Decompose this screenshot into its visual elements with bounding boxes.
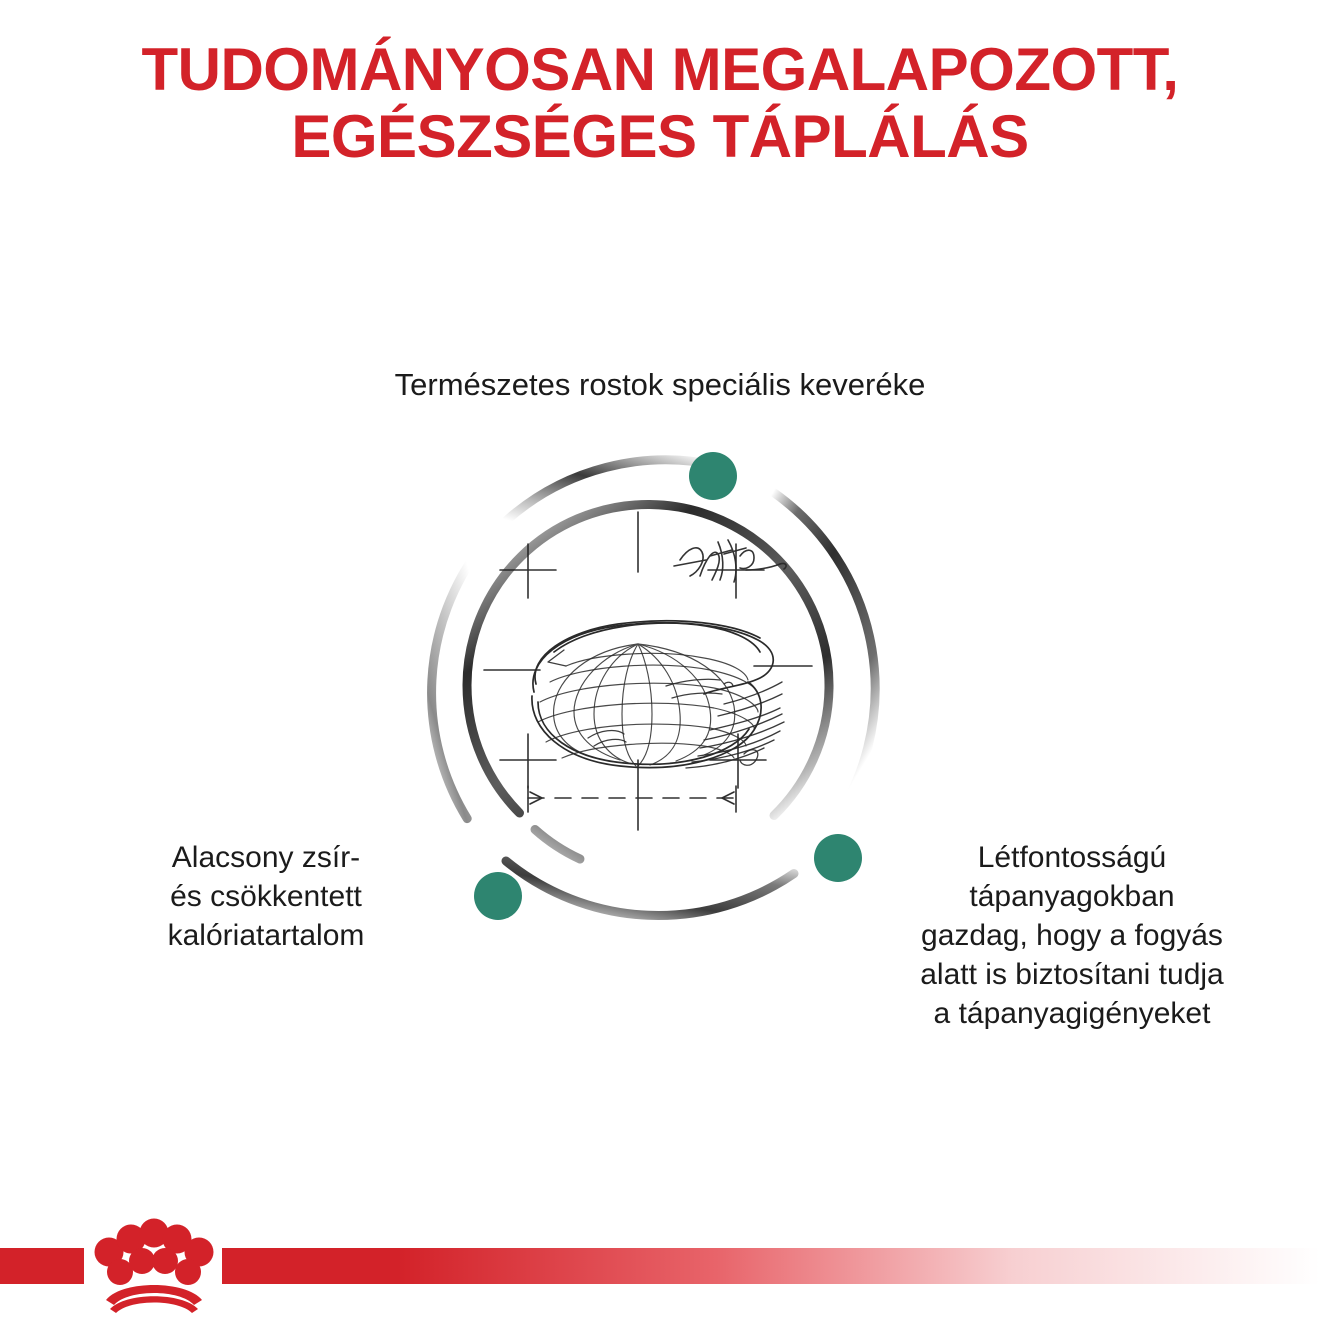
page-title-line-1: TUDOMÁNYOSAN MEGALAPOZOTT, <box>141 36 1179 103</box>
outer-ring-arcs <box>432 460 876 916</box>
kibble-latitudes <box>538 653 758 758</box>
kibble-longitudes <box>554 644 735 766</box>
crown-icon <box>95 1219 214 1314</box>
footer <box>0 1196 1320 1320</box>
kibble-sketch <box>484 512 812 830</box>
caption-left-line-1: Alacsony zsír- <box>171 841 361 874</box>
diagram-caption-top: Természetes rostok speciális keveréke <box>394 367 926 402</box>
royal-canin-crown-logo <box>84 1206 224 1314</box>
kibble-shading <box>686 682 784 768</box>
page-title <box>0 36 1320 170</box>
page-title-line-2: EGÉSZSÉGES TÁPLÁLÁS <box>291 103 1029 171</box>
caption-left-line-3: kalóriatartalom <box>167 919 365 952</box>
diagram-caption-right <box>862 838 1282 1033</box>
caption-right-line-2: tápanyagokban <box>969 880 1175 913</box>
caption-right-line-3: gazdag, hogy a fogyás <box>921 919 1223 952</box>
caption-right-line-4: alatt is biztosítani tudja <box>920 958 1224 991</box>
footer-bar-right <box>222 1248 1320 1284</box>
sketch-guides <box>484 512 812 830</box>
footer-bar-left <box>0 1248 84 1284</box>
marker-bottom-left-dot <box>474 872 522 920</box>
caption-left-line-2: és csökkentett <box>170 880 362 913</box>
kibble-diagram <box>388 430 908 950</box>
marker-bottom-right-dot <box>814 834 862 882</box>
outer-arc-bottom <box>506 861 794 916</box>
marker-top-dot <box>689 452 737 500</box>
caption-right-line-1: Létfontosságú <box>977 841 1167 874</box>
inner-arc-bottom-left <box>535 830 580 860</box>
outer-arc-left <box>432 546 482 819</box>
diagram-caption-left <box>68 838 464 955</box>
inner-arc-main <box>467 505 829 816</box>
caption-right-line-5: a tápanyagigényeket <box>933 997 1211 1030</box>
inner-ring-arcs <box>467 505 829 859</box>
